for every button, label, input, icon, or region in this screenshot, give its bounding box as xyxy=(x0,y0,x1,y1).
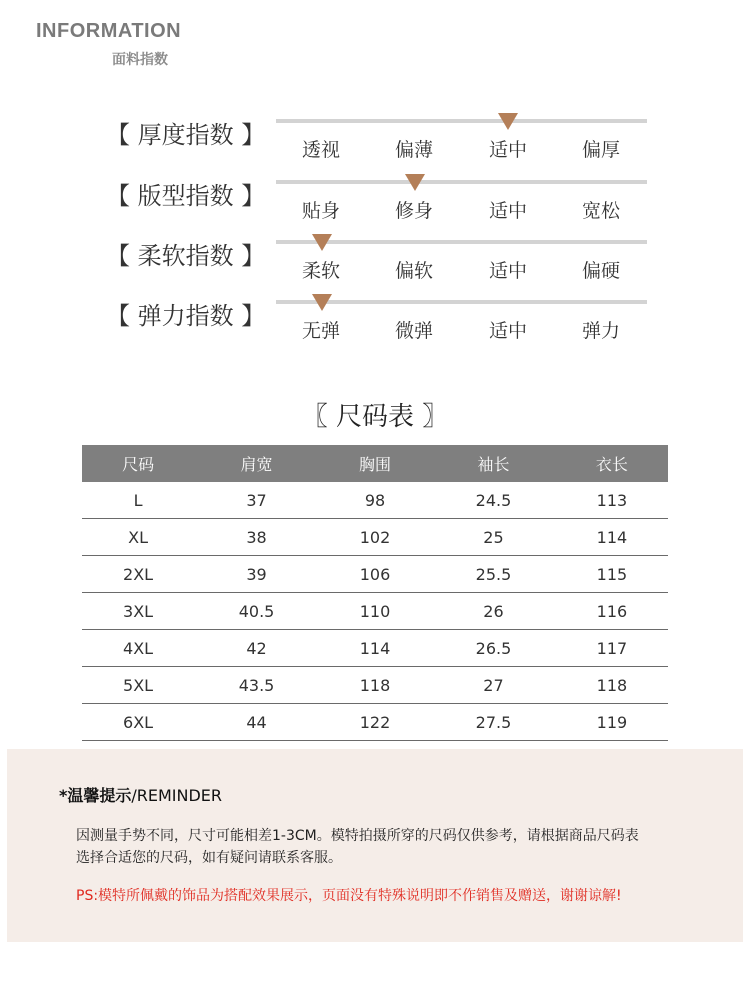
table-cell: 110 xyxy=(319,593,431,630)
size-table-header-cell: 胸围 xyxy=(319,445,431,482)
table-cell: 113 xyxy=(556,482,668,519)
table-cell: 106 xyxy=(319,556,431,593)
table-row xyxy=(82,556,668,593)
index-marker-icon xyxy=(312,294,332,311)
reminder-title xyxy=(59,783,222,806)
table-cell: 27.5 xyxy=(431,704,556,741)
reminder-line-1: 因测量手势不同，尺寸可能相差1-3CM。模特拍摄所穿的尺码仅供参考，请根据商品尺码表 xyxy=(76,828,639,844)
table-row xyxy=(82,593,668,630)
reminder-title-en: /REMINDER xyxy=(131,786,223,805)
size-table-header xyxy=(82,445,668,482)
table-cell: 117 xyxy=(556,630,668,667)
reminder-title-cn: *温馨提示 xyxy=(59,786,132,805)
reminder-ps: PS:模特所佩戴的饰品为搭配效果展示，页面没有特殊说明即不作销售及赠送，谢谢谅解! xyxy=(76,888,622,904)
index-option: 微弹 xyxy=(394,320,434,342)
table-row xyxy=(82,519,668,556)
index-option: 贴身 xyxy=(301,200,341,222)
size-chart-title: 〖 尺码表 〗 xyxy=(301,402,449,432)
index-option: 无弹 xyxy=(301,320,341,342)
index-option: 偏薄 xyxy=(394,139,434,161)
index-option: 偏厚 xyxy=(581,139,621,161)
index-option: 偏软 xyxy=(394,260,434,282)
table-cell: 25.5 xyxy=(431,556,556,593)
table-cell: 5XL xyxy=(82,667,194,704)
table-cell: 4XL xyxy=(82,630,194,667)
table-cell: 115 xyxy=(556,556,668,593)
table-cell: 114 xyxy=(556,519,668,556)
table-cell: 122 xyxy=(319,704,431,741)
index-option: 弹力 xyxy=(581,320,621,342)
reminder-line-2: 选择合适您的尺码，如有疑问请联系客服。 xyxy=(76,850,342,866)
index-option: 适中 xyxy=(488,139,528,161)
size-table-header-cell: 尺码 xyxy=(82,445,194,482)
table-cell: XL xyxy=(82,519,194,556)
table-cell: 44 xyxy=(194,704,319,741)
size-table-header-cell: 衣长 xyxy=(556,445,668,482)
table-cell: 26 xyxy=(431,593,556,630)
header-title-cn: 面料指数 xyxy=(112,52,168,68)
index-bar xyxy=(276,180,647,184)
table-cell: 119 xyxy=(556,704,668,741)
index-option: 适中 xyxy=(488,260,528,282)
table-cell: 2XL xyxy=(82,556,194,593)
table-cell: 102 xyxy=(319,519,431,556)
table-cell: 40.5 xyxy=(194,593,319,630)
reminder-box xyxy=(7,749,743,942)
index-marker-icon xyxy=(405,174,425,191)
table-cell: 42 xyxy=(194,630,319,667)
table-cell: 116 xyxy=(556,593,668,630)
index-option: 柔软 xyxy=(301,260,341,282)
table-cell: 26.5 xyxy=(431,630,556,667)
index-bar xyxy=(276,119,647,123)
size-table-header-cell: 袖长 xyxy=(431,445,556,482)
table-cell: 43.5 xyxy=(194,667,319,704)
table-row xyxy=(82,667,668,704)
table-cell: L xyxy=(82,482,194,519)
table-cell: 118 xyxy=(556,667,668,704)
index-marker-icon xyxy=(312,234,332,251)
table-cell: 37 xyxy=(194,482,319,519)
index-marker-icon xyxy=(498,113,518,130)
table-cell: 114 xyxy=(319,630,431,667)
index-option: 修身 xyxy=(394,200,434,222)
table-cell: 3XL xyxy=(82,593,194,630)
index-label: 【 版型指数 】 xyxy=(106,182,266,210)
table-cell: 6XL xyxy=(82,704,194,741)
size-table-header-cell: 肩宽 xyxy=(194,445,319,482)
table-row xyxy=(82,704,668,741)
index-option: 适中 xyxy=(488,320,528,342)
table-row xyxy=(82,630,668,667)
table-cell: 27 xyxy=(431,667,556,704)
index-label: 【 柔软指数 】 xyxy=(106,242,266,270)
index-option: 宽松 xyxy=(581,200,621,222)
index-option: 透视 xyxy=(301,139,341,161)
header-title-en: INFORMATION xyxy=(36,20,182,42)
index-label: 【 厚度指数 】 xyxy=(106,121,266,149)
size-table xyxy=(82,445,668,741)
index-label: 【 弹力指数 】 xyxy=(106,302,266,330)
table-row xyxy=(82,482,668,519)
table-cell: 39 xyxy=(194,556,319,593)
table-cell: 24.5 xyxy=(431,482,556,519)
table-cell: 118 xyxy=(319,667,431,704)
index-option: 适中 xyxy=(488,200,528,222)
table-cell: 98 xyxy=(319,482,431,519)
table-cell: 25 xyxy=(431,519,556,556)
index-option: 偏硬 xyxy=(581,260,621,282)
table-cell: 38 xyxy=(194,519,319,556)
